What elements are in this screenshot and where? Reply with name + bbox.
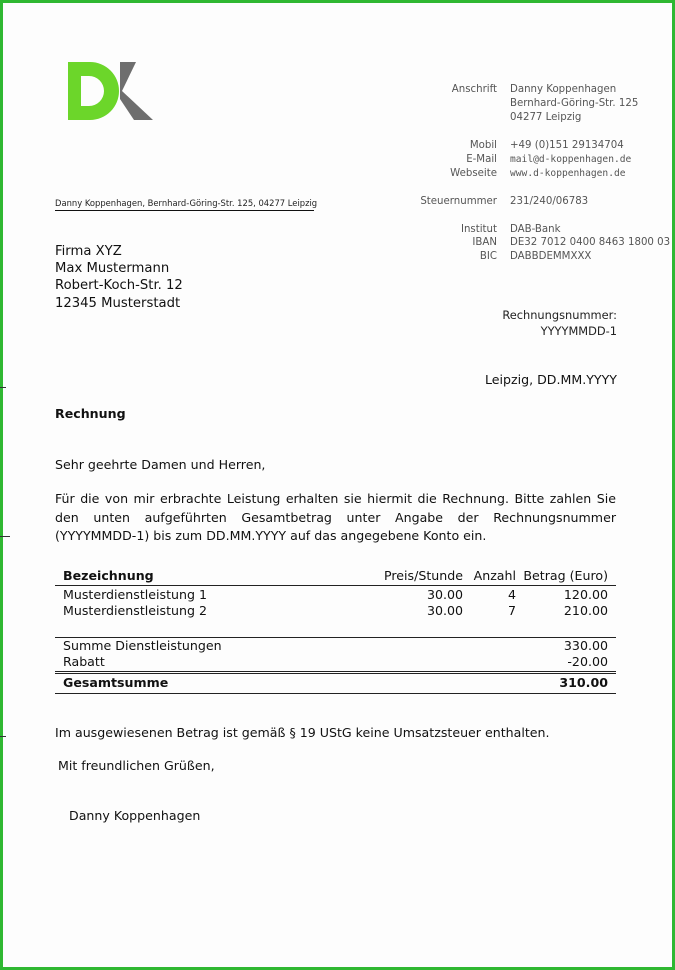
header-rule	[55, 585, 616, 586]
discount-row	[55, 654, 616, 671]
bank-name: DAB-Bank	[510, 224, 561, 235]
item-amount: 210.00	[563, 603, 608, 618]
header-description: Bezeichnung	[63, 568, 154, 583]
bank-label: Institut	[460, 224, 497, 235]
iban-value: DE32 7012 0400 8463 1800 03	[510, 237, 671, 248]
sender-info	[0, 0, 675, 280]
recipient-person: Max Mustermann	[55, 261, 170, 277]
sender-name: Danny Koppenhagen	[510, 84, 617, 95]
table-row	[55, 587, 616, 604]
signature-name: Danny Koppenhagen	[69, 808, 201, 823]
fold-mark-top	[0, 387, 6, 388]
salutation: Sehr geehrte Damen und Herren,	[55, 457, 266, 472]
recipient-company: Firma XYZ	[55, 244, 122, 259]
bic-value: DABBDEMMXXX	[510, 251, 592, 262]
total-value: 310.00	[559, 675, 608, 690]
discount-label: Rabatt	[63, 654, 105, 669]
email-link[interactable]: mail@d-koppenhagen.de	[510, 154, 632, 165]
subtotal-value: 330.00	[563, 638, 608, 653]
item-qty: 4	[507, 587, 516, 602]
item-amount: 120.00	[563, 587, 608, 602]
header-amount: Betrag (Euro)	[523, 568, 608, 583]
fold-mark-bottom	[0, 736, 6, 737]
web-label: Webseite	[450, 168, 497, 179]
item-price: 30.00	[426, 603, 463, 618]
table-row	[55, 603, 616, 620]
tax-label: Steuernummer	[420, 196, 497, 207]
sender-street: Bernhard-Göring-Str. 125	[510, 98, 639, 109]
subtotal-label: Summe Dienstleistungen	[63, 638, 222, 653]
item-qty: 7	[507, 603, 516, 618]
recipient-city: 12345 Musterstadt	[55, 295, 181, 311]
closing: Mit freundlichen Grüßen,	[58, 758, 215, 773]
header-price: Preis/Stunde	[384, 568, 463, 583]
discount-value: -20.00	[567, 654, 608, 669]
return-address-line: Danny Koppenhagen, Bernhard-Göring-Str. 125, 04277 Leipzig	[55, 198, 314, 211]
total-rule-top	[55, 671, 616, 672]
item-description: Musterdienstleistung 1	[63, 587, 207, 602]
mobile-number: +49 (0)151 29134704	[510, 140, 624, 151]
mobile-label: Mobil	[469, 140, 497, 151]
total-rule-top-2	[55, 673, 616, 674]
place-date: Leipzig, DD.MM.YYYY	[484, 372, 617, 387]
total-row	[55, 675, 616, 692]
header-qty: Anzahl	[473, 568, 516, 583]
total-label: Gesamtsumme	[63, 675, 169, 690]
item-price: 30.00	[426, 587, 463, 602]
recipient-street: Robert-Koch-Str. 12	[55, 278, 183, 294]
tax-number: 231/240/06783	[510, 196, 589, 207]
iban-label: IBAN	[472, 237, 497, 248]
subject-line: Rechnung	[55, 406, 126, 421]
invoice-number-label: Rechnungsnummer:	[502, 308, 617, 322]
website-link[interactable]: www.d-koppenhagen.de	[510, 168, 626, 179]
fold-mark-middle	[0, 536, 10, 537]
subtotal-row	[55, 638, 616, 655]
invoice-number: YYYYMMDD-1	[540, 324, 617, 338]
item-description: Musterdienstleistung 2	[63, 603, 207, 618]
tax-note: Im ausgewiesenen Betrag ist gemäß § 19 UStG keine Umsatzsteuer enthalten.	[55, 725, 550, 740]
table-header	[55, 568, 616, 585]
address-label: Anschrift	[451, 84, 497, 95]
sender-city: 04277 Leipzig	[510, 112, 582, 123]
total-rule-bottom	[55, 693, 616, 694]
email-label: E-Mail	[466, 154, 497, 165]
bic-label: BIC	[479, 251, 497, 262]
body-paragraph: Für die von mir erbrachte Leistung erhalten sie hiermit die Rechnung. Bitte zahlen Sie den unten aufgeführten Gesamtbetrag unter Angabe der Rechnungsnummer (YYYYMMDD-1) bis zum DD.MM.YYYY auf das angegebene Konto ein.	[55, 491, 616, 544]
